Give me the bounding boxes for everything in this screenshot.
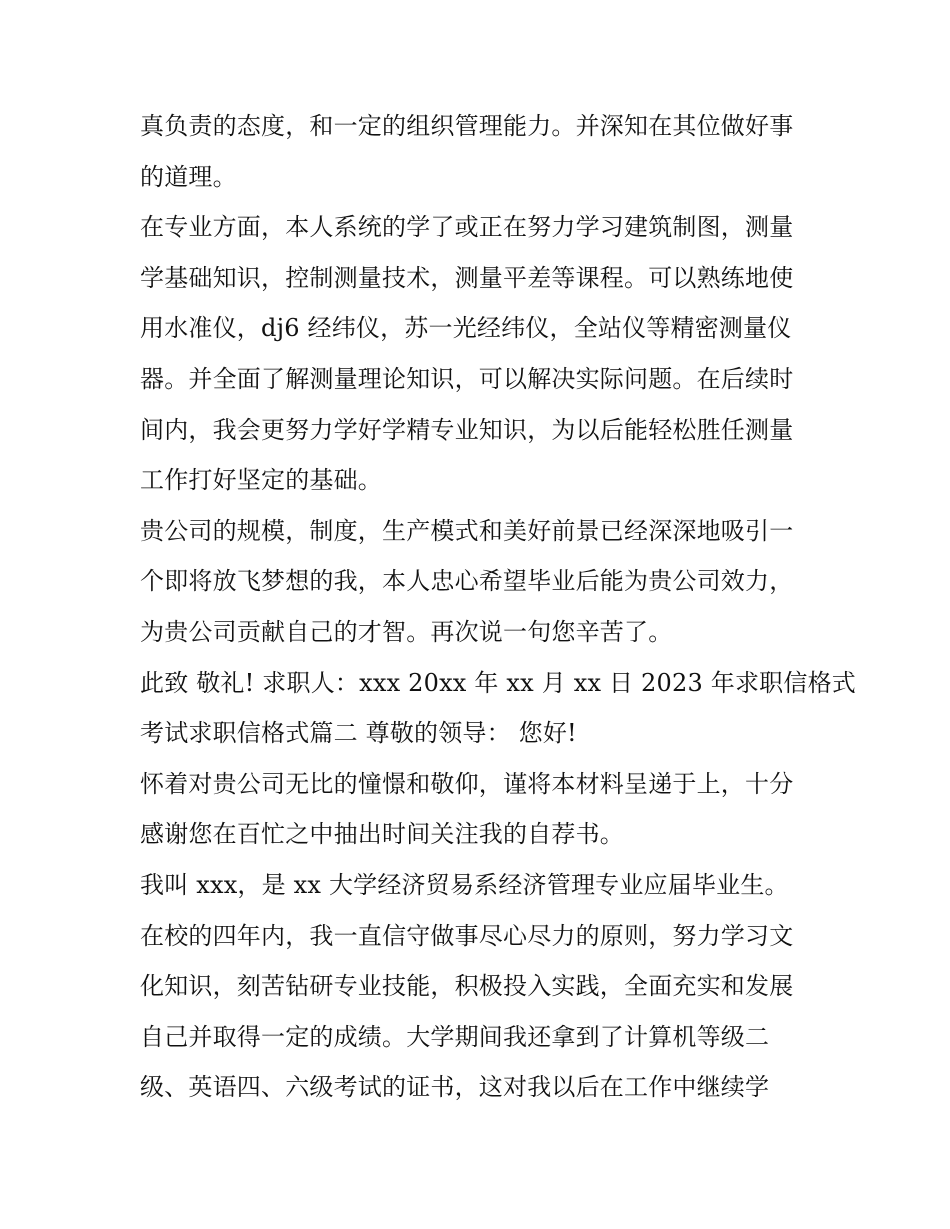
text-line: 此致 敬礼! 求职人：xxx 20xx 年 xx 月 xx 日 2023 年求职信格式 <box>140 668 856 697</box>
text-line: 学基础知识，控制测量技术，测量平差等课程。可以熟练地使 <box>140 263 794 292</box>
text-line: 间内，我会更努力学好学精专业知识，为以后能轻松胜任测量 <box>140 415 794 444</box>
text-line: 真负责的态度，和一定的组织管理能力。并深知在其位做好事 <box>140 112 794 140</box>
text-line: 为贵公司贡献自己的才智。再次说一句您辛苦了。 <box>140 617 673 646</box>
text-line: 的道理。 <box>140 162 237 191</box>
text-line: 用水准仪，dj6 经纬仪，苏一光经纬仪，全站仪等精密测量仪 <box>140 314 792 343</box>
text-line: 工作打好坚定的基础。 <box>140 466 382 495</box>
text-line: 自己并取得一定的成绩。大学期间我还拿到了计算机等级二 <box>140 1022 770 1051</box>
text-line: 化知识，刻苦钻研专业技能，积极投入实践，全面充实和发展 <box>140 972 794 1001</box>
text-line: 个即将放飞梦想的我，本人忠心希望毕业后能为贵公司效力， <box>140 567 794 596</box>
text-line: 在专业方面，本人系统的学了或正在努力学习建筑制图，测量 <box>140 213 794 242</box>
text-line: 感谢您在百忙之中抽出时间关注我的自荐书。 <box>140 820 624 849</box>
text-line: 在校的四年内，我一直信守做事尽心尽力的原则，努力学习文 <box>140 921 794 950</box>
text-line: 级、英语四、六级考试的证书，这对我以后在工作中继续学 <box>140 1073 770 1102</box>
text-line: 贵公司的规模，制度，生产模式和美好前景已经深深地吸引一 <box>140 516 794 545</box>
text-line: 怀着对贵公司无比的憧憬和敬仰，谨将本材料呈递于上，十分 <box>140 769 794 798</box>
text-line: 器。并全面了解测量理论知识，可以解决实际问题。在后续时 <box>140 364 794 393</box>
text-line: 考试求职信格式篇二 尊敬的领导： 您好! <box>140 719 577 748</box>
text-line: 我叫 xxx，是 xx 大学经济贸易系经济管理专业应届毕业生。 <box>140 870 789 899</box>
letter-body <box>140 101 856 1113</box>
